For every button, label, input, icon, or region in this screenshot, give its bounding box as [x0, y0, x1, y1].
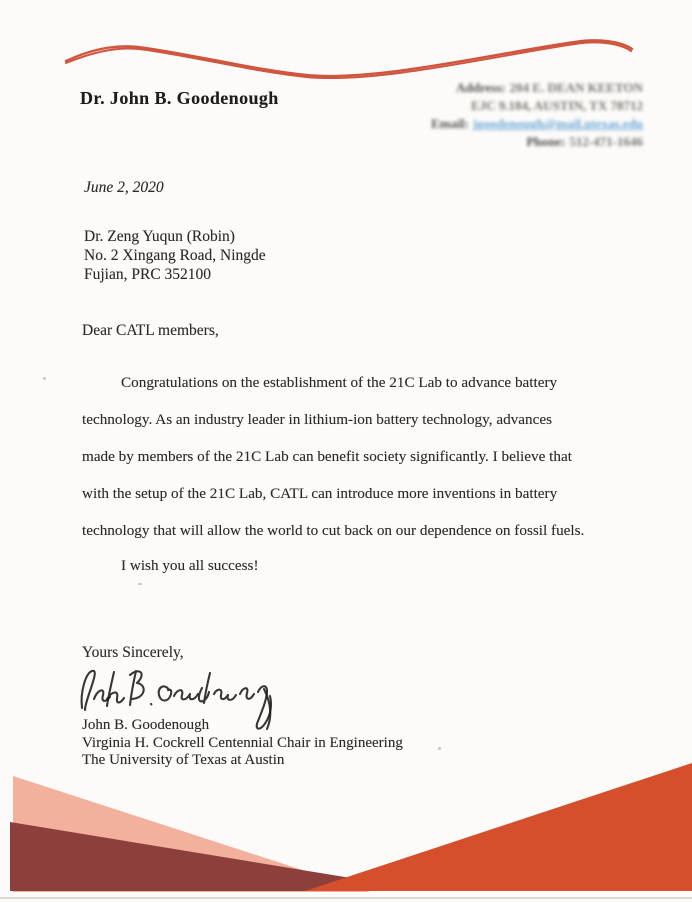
body-line: technology. As an industry leader in lithium-ion battery technology, advances: [82, 411, 552, 428]
letterhead-swoosh-decoration: [56, 33, 636, 81]
scan-speck: [138, 583, 142, 585]
signature-stroke: [130, 671, 151, 705]
body-line: technology that will allow the world to cut back on our dependence on fossil fuels.: [82, 522, 585, 539]
body-line: Congratulations on the establishment of the 21C Lab to advance battery: [121, 374, 558, 391]
scan-speck: [438, 747, 441, 750]
signature-stroke: [199, 673, 210, 703]
address-value-line1: 204 E. DEAN KEETON: [509, 80, 643, 95]
signature-stroke: [214, 688, 254, 700]
phone-value: 512-471-1646: [569, 134, 643, 149]
contact-address-line2: [431, 97, 643, 115]
scan-edge-artifact: [0, 897, 692, 899]
footer-triangle-orange: [305, 763, 692, 891]
footer-triangles-decoration: [0, 755, 692, 902]
signature-stroke: [107, 672, 124, 706]
contact-block-redacted: [431, 79, 643, 151]
signature-stroke: [159, 686, 198, 700]
recipient-name: Dr. Zeng Yuqun (Robin): [84, 228, 235, 245]
salutation: Dear CATL members,: [82, 322, 219, 339]
letter-date: June 2, 2020: [84, 179, 164, 196]
recipient-street: No. 2 Xingang Road, Ningde: [84, 247, 266, 264]
valediction: Yours Sincerely,: [82, 644, 184, 661]
phone-label: Phone:: [526, 134, 566, 149]
body-line: made by members of the 21C Lab can benefit society significantly. I believe that: [82, 448, 572, 465]
address-label: Address:: [455, 80, 506, 95]
swoosh-stroke-upper: [66, 40, 632, 76]
contact-email-line: [431, 115, 643, 133]
email-link-text: jgoodenough@mail.utexas.edu: [472, 116, 643, 131]
recipient-block: [84, 227, 266, 284]
sender-name: Dr. John B. Goodenough: [80, 88, 279, 108]
signed-title: Virginia H. Cockrell Centennial Chair in Engineering: [82, 734, 403, 751]
signature-stroke: [82, 671, 95, 710]
closing-line: I wish you all success!: [121, 557, 259, 574]
contact-address-line1: [431, 79, 643, 97]
signed-organization: The University of Texas at Austin: [82, 752, 285, 769]
body-line: with the setup of the 21C Lab, CATL can introduce more inventions in battery: [82, 485, 558, 502]
scan-speck: [43, 377, 46, 380]
contact-phone-line: [431, 133, 643, 151]
body-paragraph: [82, 364, 584, 549]
email-label: Email:: [431, 116, 469, 131]
recipient-region: Fujian, PRC 352100: [84, 266, 212, 283]
signed-name: John B. Goodenough: [82, 717, 210, 733]
address-value-line2: EJC 9.184, AUSTIN, TX 78712: [470, 98, 643, 113]
